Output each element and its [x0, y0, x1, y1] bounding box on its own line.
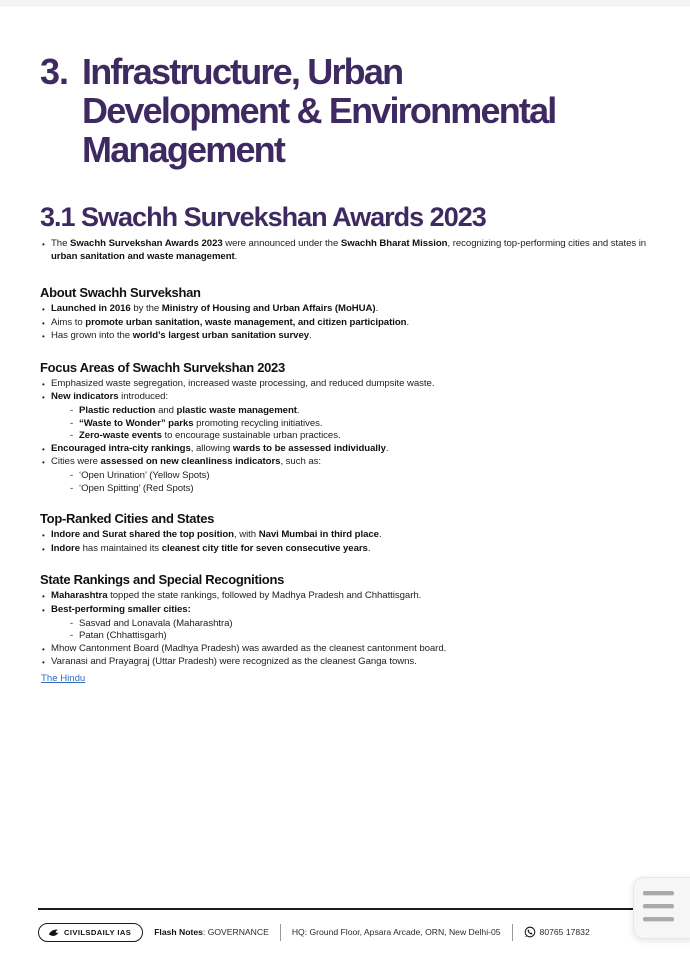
- bullet-text: New indicators introduced:: [51, 391, 169, 403]
- section-intro-bullets: [40, 238, 657, 263]
- bullet-marker: -: [70, 630, 74, 642]
- bullet-item: [40, 604, 657, 618]
- bullet-text: ‘Open Urination’ (Yellow Spots): [79, 469, 210, 481]
- bullet-item: [40, 529, 657, 543]
- bullet-text: The Swachh Survekshan Awards 2023 were announced under the Swachh Bharat Mission, recognizing top-performing cities and states in urban sanitation and waste management.: [51, 238, 647, 262]
- section-title: 3.1 Swachh Survekshan Awards 2023: [40, 202, 486, 232]
- bullet-item: [40, 391, 657, 405]
- sub-bullet-item: [40, 430, 657, 443]
- brand-name: CIVILSDAILY IAS: [64, 927, 132, 937]
- bullet-text: Maharashtra topped the state rankings, followed by Madhya Pradesh and Chhattisgarh.: [51, 590, 422, 602]
- footer-separator: [512, 924, 513, 941]
- bullet-text: Mhow Cantonment Board (Madhya Pradesh) was awarded as the cleanest cantonment board.: [51, 642, 447, 654]
- subsection: [40, 285, 657, 344]
- bullet-marker: •: [42, 240, 45, 249]
- bullet-text: Aims to promote urban sanitation, waste management, and citizen participation.: [51, 316, 410, 328]
- flash-notes-bold: Flash Notes: [154, 927, 203, 937]
- bullet-text: Cities were assessed on new cleanliness indicators, such as:: [51, 456, 322, 468]
- bullet-item: [40, 303, 657, 317]
- bullet-text: “Waste to Wonder” parks promoting recycling initiatives.: [79, 417, 323, 429]
- bullet-item: [40, 317, 657, 331]
- subsection: [40, 572, 657, 670]
- bullet-text: Sasvad and Lonavala (Maharashtra): [79, 617, 233, 629]
- bullet-marker: •: [42, 379, 45, 389]
- bullet-marker: •: [42, 458, 45, 468]
- bullet-marker: -: [70, 482, 74, 494]
- chapter-heading: [40, 52, 660, 169]
- bullet-text: Indore has maintained its cleanest city title for seven consecutive years.: [51, 542, 371, 554]
- bullet-marker: •: [42, 658, 45, 668]
- bullet-item: [40, 378, 657, 392]
- subsection-heading: Focus Areas of Swachh Survekshan 2023: [40, 359, 285, 375]
- sub-bullet-item: [40, 405, 657, 418]
- sub-bullet-item: [40, 418, 657, 431]
- bullet-item: [40, 456, 657, 470]
- sub-bullet-item: [40, 618, 657, 631]
- brand-badge: [38, 923, 143, 942]
- bullet-item: [40, 643, 657, 657]
- bullet-marker: •: [42, 531, 45, 541]
- footer-separator: [280, 924, 281, 941]
- chapter-title-line: Infrastructure, Urban: [82, 51, 403, 92]
- bullet-text: ‘Open Spitting’ (Red Spots): [79, 482, 194, 494]
- bullet-marker: •: [42, 544, 45, 554]
- whatsapp-phone-icon: [524, 926, 536, 938]
- bullet-item: [40, 543, 657, 557]
- footer-divider-line: [38, 908, 633, 910]
- footer: [38, 920, 590, 944]
- subsection: [40, 360, 657, 495]
- bullet-marker: •: [42, 592, 45, 602]
- bullet-text: Varanasi and Prayagraj (Uttar Pradesh) were recognized as the cleanest Ganga towns.: [51, 656, 417, 668]
- bullet-text: Encouraged intra-city rankings, allowing wards to be assessed individually.: [51, 442, 389, 454]
- bullet-item: [40, 443, 657, 457]
- bullet-text: Patan (Chhattisgarh): [79, 630, 167, 642]
- bullet-text: Best-performing smaller cities:: [51, 603, 191, 615]
- chapter-number: 3.: [40, 51, 69, 92]
- floating-menu-widget[interactable]: [633, 877, 690, 939]
- flash-notes-subject: GOVERNANCE: [207, 927, 269, 937]
- bullet-text: Plastic reduction and plastic waste management.: [79, 404, 300, 416]
- phone-number: 80765 17832: [539, 927, 590, 937]
- page-top-edge: [0, 0, 690, 6]
- subsection: [40, 511, 657, 556]
- footer-phone: [524, 926, 590, 938]
- bullet-text: Indore and Surat shared the top position, with Navi Mumbai in third place.: [51, 529, 382, 541]
- bullet-item: [40, 656, 657, 670]
- bullet-marker: •: [42, 644, 45, 654]
- bullet-marker: •: [42, 332, 45, 342]
- bullet-marker: •: [42, 605, 45, 615]
- flash-notes-label: [154, 927, 269, 937]
- sub-bullet-item: [40, 483, 657, 496]
- bullet-item: [40, 330, 657, 344]
- bullet-marker: •: [42, 444, 45, 454]
- bullet-marker: -: [70, 430, 74, 442]
- source-link[interactable]: The Hindu: [41, 673, 86, 684]
- bullet-marker: -: [70, 469, 74, 481]
- bullet-marker: •: [42, 393, 45, 403]
- bullet-marker: -: [70, 617, 74, 629]
- bullet-marker: -: [70, 404, 74, 416]
- bullet-text: Emphasized waste segregation, increased waste processing, and reduced dumpsite waste.: [51, 377, 435, 389]
- bullet-item: [40, 590, 657, 604]
- bullet-text: Zero-waste events to encourage sustainable urban practices.: [79, 430, 341, 442]
- bullet-text: Has grown into the world’s largest urban sanitation survey.: [51, 330, 312, 342]
- sub-bullet-item: [40, 470, 657, 483]
- chapter-title-line: Management: [82, 129, 285, 170]
- subsection-heading: Top-Ranked Cities and States: [40, 511, 215, 527]
- chapter-title: [82, 52, 556, 169]
- subsection-heading: About Swachh Survekshan: [40, 285, 201, 300]
- bullet-marker: •: [42, 318, 45, 328]
- bullet-item: [40, 238, 657, 263]
- footer-address: HQ: Ground Floor, Apsara Arcade, ORN, New Delhi-05: [291, 927, 501, 937]
- subsection-heading: State Rankings and Special Recognitions: [40, 572, 285, 588]
- bullet-text: Launched in 2016 by the Ministry of Housing and Urban Affairs (MoHUA).: [51, 303, 379, 314]
- bullet-marker: -: [70, 417, 74, 429]
- bullet-marker: •: [42, 305, 45, 314]
- sub-bullet-item: [40, 630, 657, 643]
- chapter-title-line: Development & Environmental: [82, 90, 556, 131]
- civilsdaily-logo-icon: [48, 927, 59, 938]
- subsections: [40, 285, 657, 670]
- flash-notes-colon: :: [202, 927, 206, 937]
